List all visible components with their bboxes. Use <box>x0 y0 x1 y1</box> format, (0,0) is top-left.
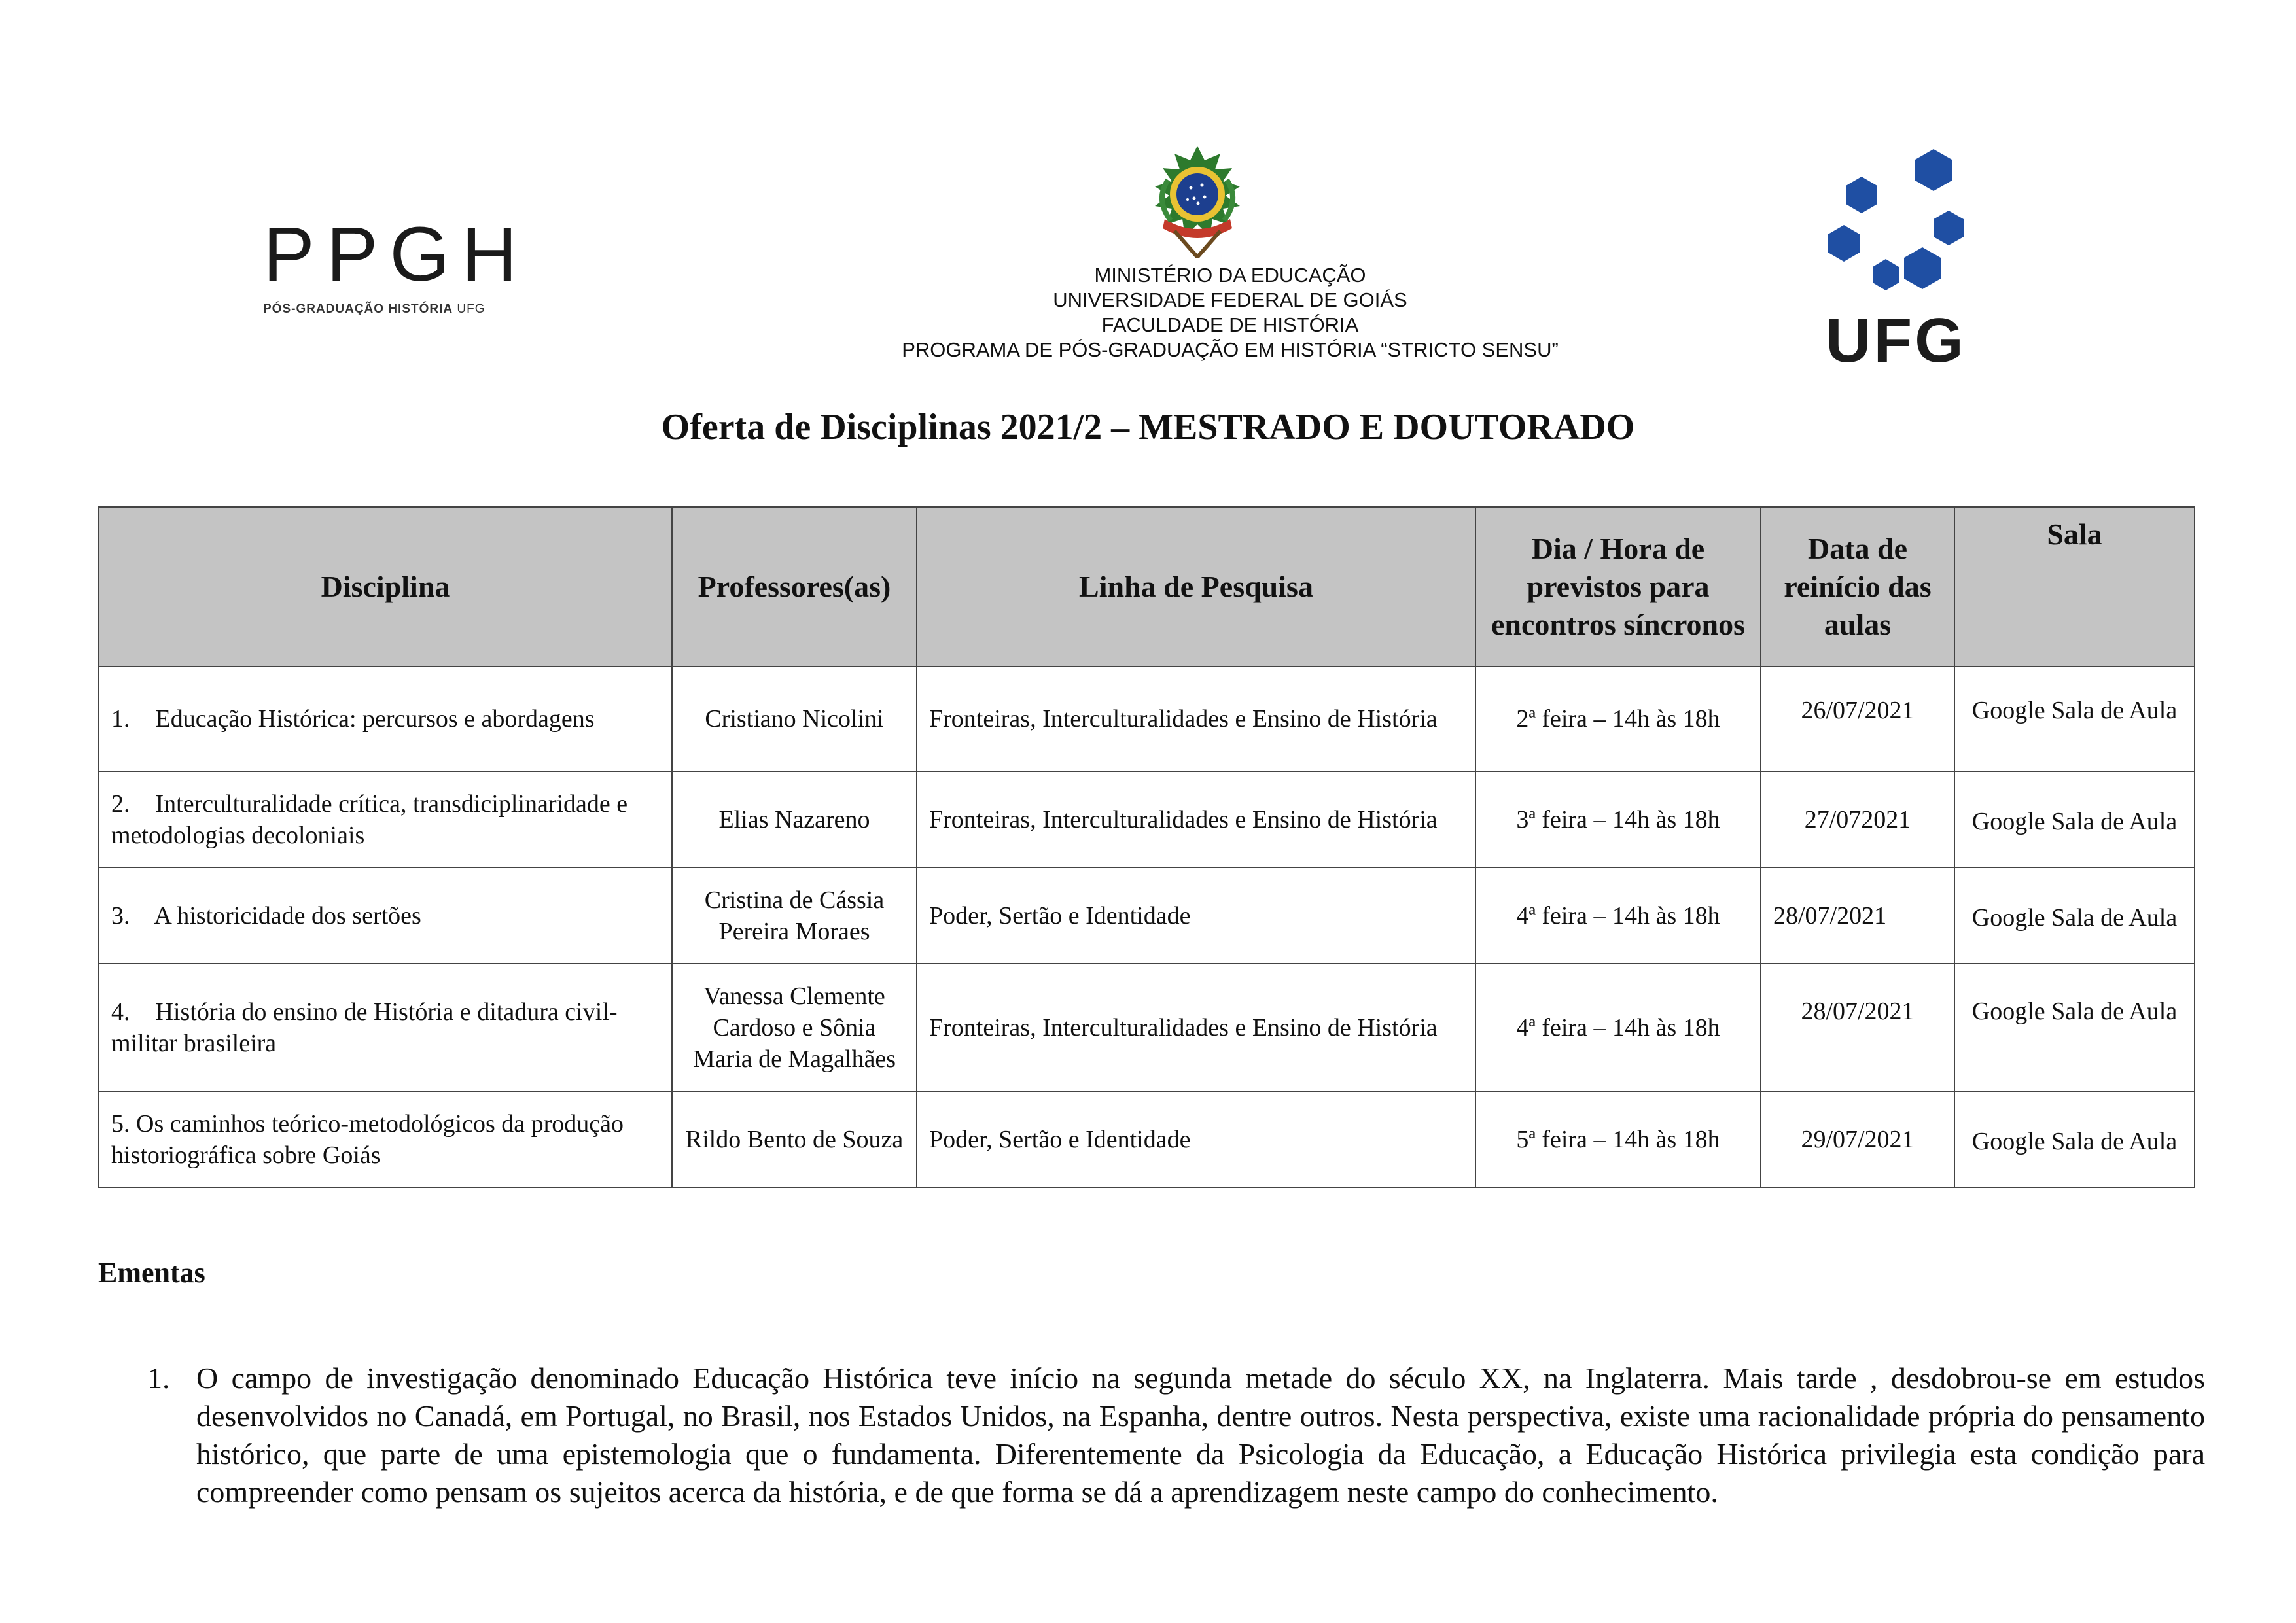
col-header-dia-hora: Dia / Hora de previstos para encontros síncronos <box>1475 507 1761 667</box>
col-header-data: Data de reinício das aulas <box>1761 507 1954 667</box>
cell-disciplina: 2. Interculturalidade crítica, transdiciplinaridade e metodologias decoloniais <box>99 771 672 867</box>
table-row <box>99 667 2195 771</box>
ppgh-logo <box>263 211 529 317</box>
ufg-hexagons-icon <box>1826 149 1966 306</box>
table-header-row <box>99 507 2195 667</box>
cell-sala: Google Sala de Aula <box>1954 867 2195 964</box>
institution-line: FACULDADE DE HISTÓRIA <box>1101 313 1359 336</box>
cell-professores: Vanessa Clemente Cardoso e Sônia Maria de Magalhães <box>672 964 917 1091</box>
cell-linha: Fronteiras, Interculturalidades e Ensino de História <box>917 964 1475 1091</box>
brazil-coat-of-arms-icon <box>1142 141 1253 258</box>
table-row <box>99 1091 2195 1187</box>
cell-disciplina: 5. Os caminhos teórico-metodológicos da produção historiográfica sobre Goiás <box>99 1091 672 1187</box>
cell-professores: Cristina de Cássia Pereira Moraes <box>672 867 917 964</box>
cell-professores: Elias Nazareno <box>672 771 917 867</box>
cell-disciplina: 4. História do ensino de História e ditadura civil-militar brasileira <box>99 964 672 1091</box>
col-header-sala: Sala <box>1954 507 2195 667</box>
cell-sala: Google Sala de Aula <box>1954 1091 2195 1187</box>
cell-linha: Fronteiras, Interculturalidades e Ensino de História <box>917 667 1475 771</box>
cell-disciplina: 3. A historicidade dos sertões <box>99 867 672 964</box>
disciplinas-table <box>98 506 2195 1188</box>
ppgh-wordmark: PPGH <box>263 211 529 298</box>
page-title: Oferta de Disciplinas 2021/2 – MESTRADO E DOUTORADO <box>661 407 1635 447</box>
ementa-number: 1. <box>147 1361 170 1395</box>
cell-data: 27/072021 <box>1761 771 1954 867</box>
col-header-disciplina: Disciplina <box>99 507 672 667</box>
institution-line: UNIVERSIDADE FEDERAL DE GOIÁS <box>1053 288 1407 311</box>
cell-data: 26/07/2021 <box>1761 667 1954 771</box>
cell-data: 29/07/2021 <box>1761 1091 1954 1187</box>
institution-line: PROGRAMA DE PÓS-GRADUAÇÃO EM HISTÓRIA “STRICTO SENSU” <box>902 338 1559 361</box>
cell-sala: Google Sala de Aula <box>1954 964 2195 1091</box>
table-row <box>99 771 2195 867</box>
table-row <box>99 964 2195 1091</box>
cell-dia-hora: 3ª feira – 14h às 18h <box>1475 771 1761 867</box>
cell-data: 28/07/2021 <box>1761 867 1954 964</box>
cell-dia-hora: 2ª feira – 14h às 18h <box>1475 667 1761 771</box>
cell-professores: Cristiano Nicolini <box>672 667 917 771</box>
cell-linha: Poder, Sertão e Identidade <box>917 1091 1475 1187</box>
cell-disciplina: 1. Educação Histórica: percursos e abordagens <box>99 667 672 771</box>
ementas-heading: Ementas <box>98 1257 205 1289</box>
cell-linha: Fronteiras, Interculturalidades e Ensino de História <box>917 771 1475 867</box>
cell-linha: Poder, Sertão e Identidade <box>917 867 1475 964</box>
cell-sala: Google Sala de Aula <box>1954 771 2195 867</box>
cell-sala: Google Sala de Aula <box>1954 667 2195 771</box>
col-header-professores: Professores(as) <box>672 507 917 667</box>
ufg-wordmark: UFG <box>1826 305 1966 375</box>
cell-data: 28/07/2021 <box>1761 964 1954 1091</box>
ementa-text: O campo de investigação denominado Educação Histórica teve início na segunda metade do século XX, na Inglaterra. Mais tarde , desdobrou-se em estudos desenvolvidos no Canadá, em Portugal, no Brasil, nos Estados Unidos, na Espanha, dentre outros. Nesta perspectiva, existe uma racionalidade própria do pensamento histórico, que parte de uma epistemologia que o fundamenta. Diferentemente da Psicologia da Educação, a Educação Histórica privilegia esta condição para compreender como pensam os sujeitos acerca da história, e de que forma se dá a aprendizagem neste campo do conhecimento. <box>196 1361 2205 1509</box>
cell-professores: Rildo Bento de Souza <box>672 1091 917 1187</box>
cell-dia-hora: 5ª feira – 14h às 18h <box>1475 1091 1761 1187</box>
col-header-linha: Linha de Pesquisa <box>917 507 1475 667</box>
institution-header <box>726 263 1734 362</box>
ppgh-subtitle: PÓS-GRADUAÇÃO HISTÓRIA UFG <box>263 302 486 316</box>
cell-dia-hora: 4ª feira – 14h às 18h <box>1475 867 1761 964</box>
ementa-item <box>147 1359 2205 1511</box>
cell-dia-hora: 4ª feira – 14h às 18h <box>1475 964 1761 1091</box>
institution-line: MINISTÉRIO DA EDUCAÇÃO <box>1094 264 1366 287</box>
table-row <box>99 867 2195 964</box>
ufg-logo <box>1826 149 1966 375</box>
